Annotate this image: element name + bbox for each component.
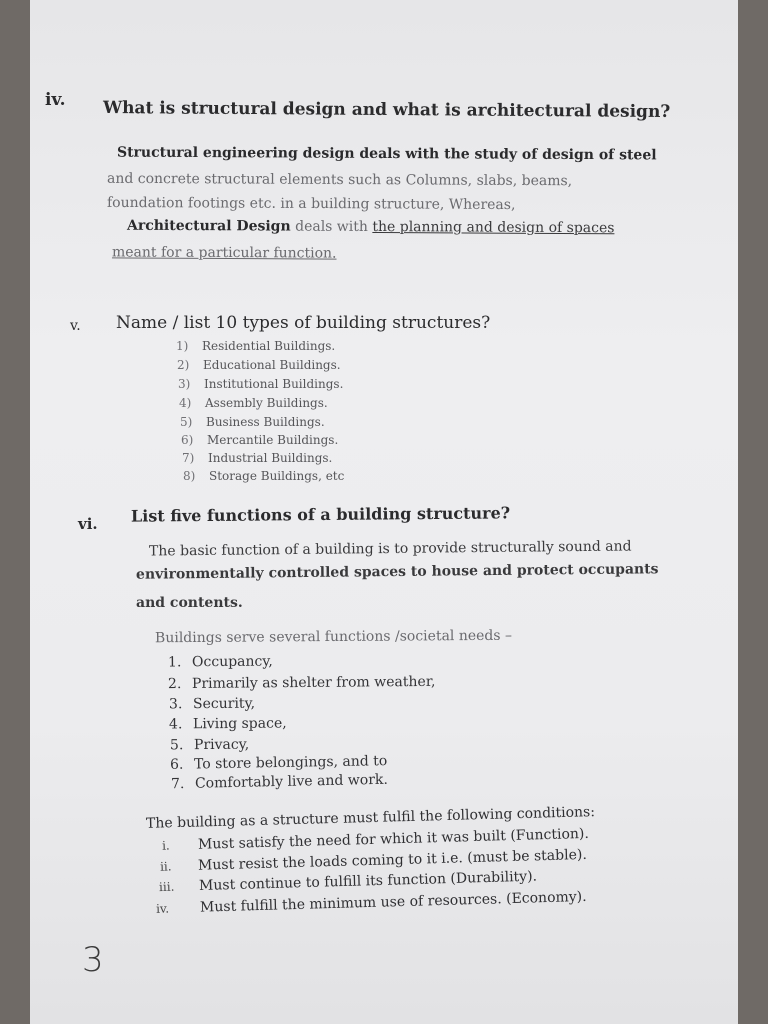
building-type-3: 3) Institutional Buildings. — [178, 377, 344, 391]
condition-i: i. Must satisfy the need for which it was built (Function). — [161, 825, 590, 853]
question-iv-title: What is structural design and what is architectural design? — [102, 98, 671, 122]
condition-iii: iii. Must continue to fulfill its function (Durability). — [158, 868, 538, 895]
serve-lead: Buildings serve several functions /societal needs – — [154, 627, 513, 647]
question-vi-number: vi. — [78, 515, 98, 533]
function-7: 7. Comfortably live and work. — [170, 771, 389, 793]
q6-intro-2: environmentally controlled spaces to house and protect occupants — [135, 561, 659, 583]
q4-line-5: meant for a particular function. — [111, 244, 337, 262]
building-type-5: 5) Business Buildings. — [180, 415, 325, 429]
question-v-title: Name / list 10 types of building structures? — [116, 313, 491, 333]
q4-line-1-text: Structural engineering design deals with the study of design of steel — [116, 144, 657, 164]
question-v-number: v. — [70, 318, 81, 334]
page-number: 3 — [82, 940, 104, 980]
building-type-1: 1) Residential Buildings. — [176, 339, 336, 353]
q6-intro-1: The basic function of a building is to provide structurally sound and — [148, 538, 632, 560]
q4-line-3: foundation footings etc. in a building structure, Whereas, — [106, 194, 516, 214]
condition-ii: ii. Must resist the loads coming to it i.e. (must be stable). — [159, 846, 588, 874]
q4-line-4 — [127, 218, 615, 237]
condition-iv: iv. Must fulfill the minimum use of resources. (Economy). — [155, 888, 587, 916]
building-type-6: 6) Mercantile Buildings. — [181, 433, 339, 447]
function-5: 5. Privacy, — [169, 736, 250, 754]
function-4: 4. Living space, — [168, 715, 287, 733]
building-type-4: 4) Assembly Buildings. — [179, 396, 328, 410]
building-type-7: 7) Industrial Buildings. — [182, 451, 333, 465]
question-vi-title: List five functions of a building structure? — [130, 503, 511, 526]
function-3: 3. Security, — [168, 695, 256, 713]
arch-design-rest: deals with — [290, 218, 373, 236]
building-type-2: 2) Educational Buildings. — [177, 358, 341, 372]
q4-line-2: and concrete structural elements such as Columns, slabs, beams, — [106, 170, 573, 190]
building-type-8: 8) Storage Buildings, etc — [183, 469, 345, 483]
arch-design-lead: Architectural Design — [126, 217, 291, 235]
function-6: 6. To store belongings, and to — [169, 753, 388, 773]
conditions-lead: The building as a structure must fulfil the following conditions: — [145, 804, 596, 832]
question-iv-number: iv. — [45, 90, 66, 110]
q4-line-1 — [117, 145, 657, 164]
arch-design-underlined: the planning and design of spaces — [372, 219, 615, 237]
q6-intro-3: and contents. — [136, 595, 243, 611]
function-1: 1. Occupancy, — [167, 653, 273, 671]
function-2: 2. Primarily as shelter from weather, — [167, 673, 436, 693]
